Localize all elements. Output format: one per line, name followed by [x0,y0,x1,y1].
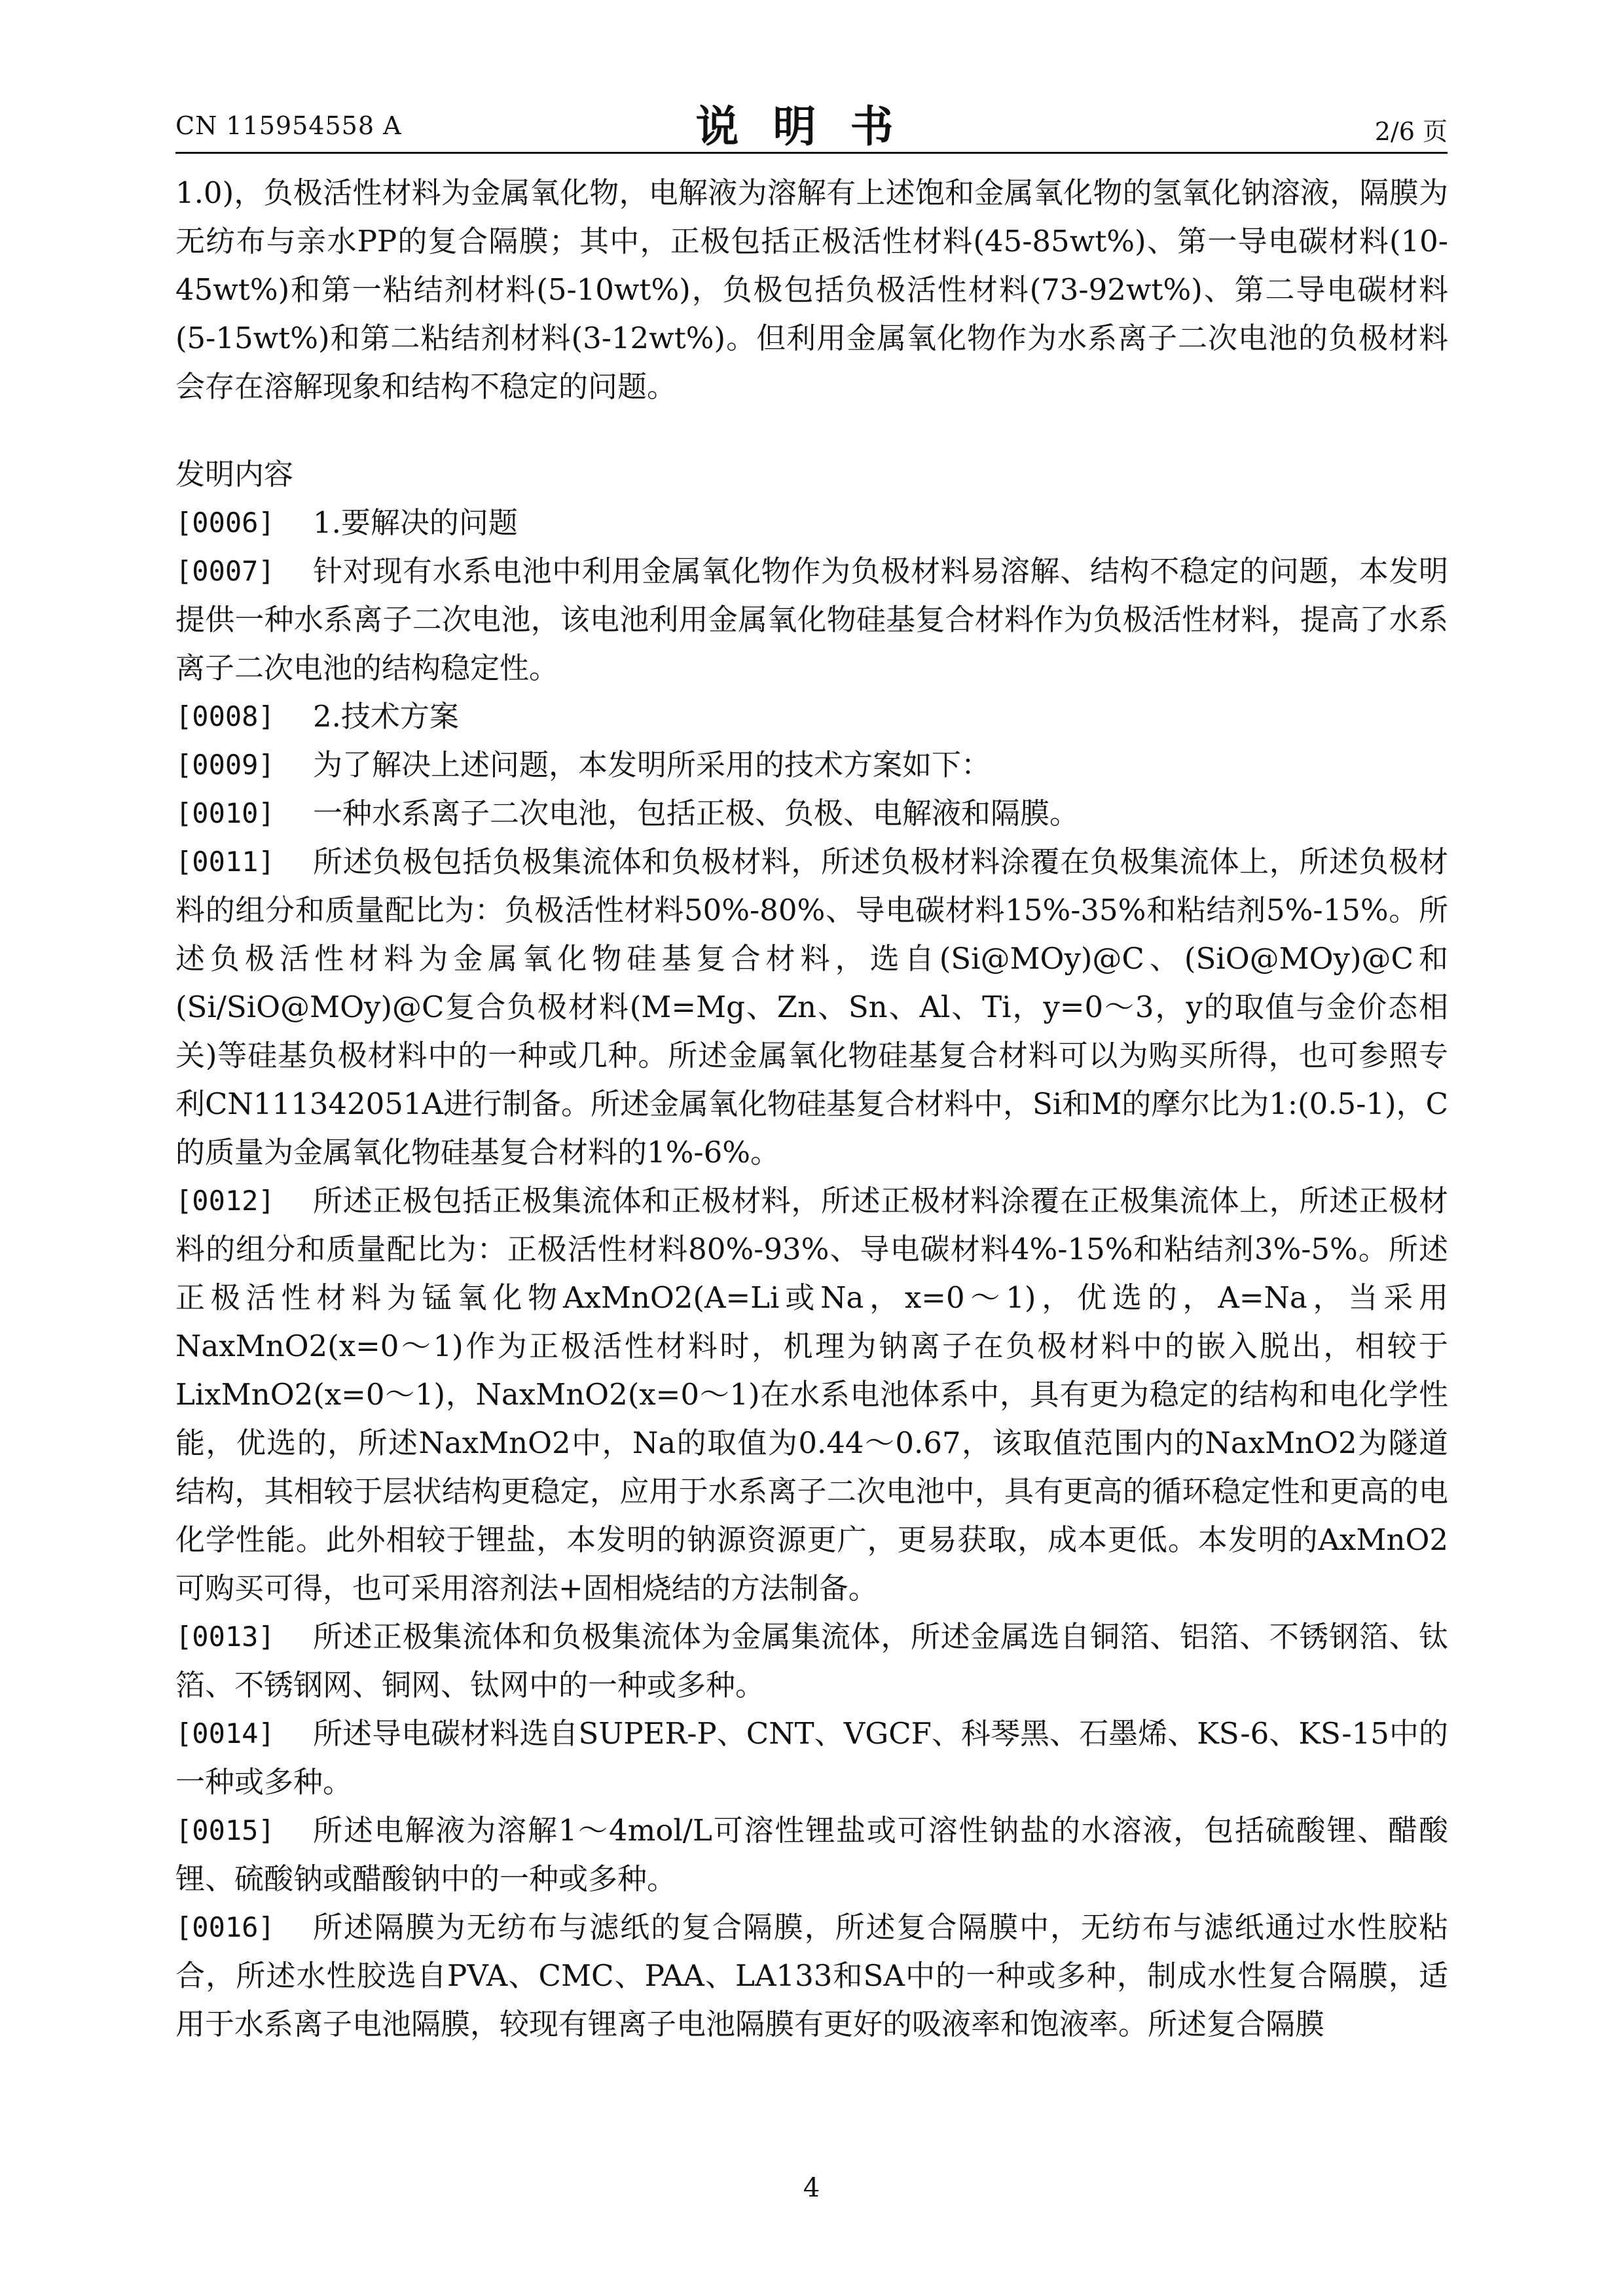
paragraph-number: [0010] [175,797,275,829]
paragraph-0015 [175,1806,1448,1903]
page-number: 4 [803,2173,820,2203]
paragraph-text: 所述隔膜为无纺布与滤纸的复合隔膜，所述复合隔膜中，无纺布与滤纸通过水性胶粘合，所述水性胶选自PVA、CMC、PAA、LA133和SA中的一种或多种，制成水性复合隔膜，适用于水系离子电池隔膜，较现有锂离子电池隔膜有更好的吸液率和饱液率。所述复合隔膜 [175,1910,1448,2041]
paragraph-0009 [175,741,1448,789]
paragraph-0006 [175,499,1448,547]
paragraph-number: [0011] [175,846,275,878]
paragraph-number: [0015] [175,1814,275,1846]
paragraph-number: [0014] [175,1717,275,1749]
header-divider [175,152,1448,154]
paragraph-text: 为了解决上述问题，本发明所采用的技术方案如下： [313,747,991,782]
paragraph-number: [0016] [175,1911,275,1943]
paragraph-text: 所述正极包括正极集流体和正极材料，所述正极材料涂覆在正极集流体上，所述正极材料的组分和质量配比为：正极活性材料80%-93%、导电碳材料4%-15%和粘结剂3%-5%。所述正极活性材料为锰氧化物AxMnO2(A=Li或Na，x=0～1)，优选的，A=Na，当采用NaxMnO2(x=0～1)作为正极活性材料时，机理为钠离子在负极材料中的嵌入脱出，相较于LixMnO2(x=0～1)，NaxMnO2(x=0～1)在水系电池体系中，具有更为稳定的结构和电化学性能，优选的，所述NaxMnO2中，Na的取值为0.44～0.67，该取值范围内的NaxMnO2为隧道结构，其相较于层状结构更稳定，应用于水系离子二次电池中，具有更高的循环稳定性和更高的电化学性能。此外相较于锂盐，本发明的钠源资源更广，更易获取，成本更低。本发明的AxMnO2可购买可得，也可采用溶剂法+固相烧结的方法制备。 [175,1183,1448,1605]
document-number: CN 115954558 A [175,111,402,140]
paragraph-0012 [175,1177,1448,1613]
paragraph-number: [0013] [175,1621,275,1653]
paragraph-0016 [175,1903,1448,2049]
paragraph-number: [0009] [175,749,275,781]
document-body [175,169,1448,2049]
paragraph-number: [0006] [175,507,275,539]
paragraph-text: 1.要解决的问题 [313,505,518,540]
page-indicator: 2/6 页 [1374,117,1448,146]
paragraph-number: [0007] [175,555,275,587]
paragraph-text: 2.技术方案 [313,699,459,734]
paragraph-text: 所述导电碳材料选自SUPER-P、CNT、VGCF、科琴黑、石墨烯、KS-6、KS-15中的一种或多种。 [175,1716,1448,1799]
paragraph-0013 [175,1613,1448,1710]
paragraph-text: 所述负极包括负极集流体和负极材料，所述负极材料涂覆在负极集流体上，所述负极材料的组分和质量配比为：负极活性材料50%-80%、导电碳材料15%-35%和粘结剂5%-15%。所述负极活性材料为金属氧化物硅基复合材料，选自(Si@MOy)@C、(SiO@MOy)@C和(Si/SiO@MOy)@C复合负极材料(M=Mg、Zn、Sn、Al、Ti，y=0～3，y的取值与金价态相关)等硅基负极材料中的一种或几种。所述金属氧化物硅基复合材料可以为购买所得，也可参照专利CN111342051A进行制备。所述金属氧化物硅基复合材料中，Si和M的摩尔比为1:(0.5-1)，C的质量为金属氧化物硅基复合材料的1%-6%。 [175,844,1449,1170]
paragraph-text: 所述正极集流体和负极集流体为金属集流体，所述金属选自铜箔、铝箔、不锈钢箔、钛箔、不锈钢网、铜网、钛网中的一种或多种。 [175,1619,1448,1702]
intro-paragraph: 1.0)，负极活性材料为金属氧化物，电解液为溶解有上述饱和金属氧化物的氢氧化钠溶液，隔膜为无纺布与亲水PP的复合隔膜；其中，正极包括正极活性材料(45-85wt%)、第一导电碳材料(10-45wt%)和第一粘结剂材料(5-10wt%)，负极包括负极活性材料(73-92wt%)、第二导电碳材料(5-15wt%)和第二粘结剂材料(3-12wt%)。但利用金属氧化物作为水系离子二次电池的负极材料会存在溶解现象和结构不稳定的问题。 [175,175,1448,404]
paragraph-text: 一种水系离子二次电池，包括正极、负极、电解液和隔膜。 [313,796,1080,831]
section-title: 发明内容 [175,457,294,492]
paragraph-text: 所述电解液为溶解1～4mol/L可溶性锂盐或可溶性钠盐的水溶液，包括硫酸锂、醋酸锂、硫酸钠或醋酸钠中的一种或多种。 [175,1813,1448,1896]
paragraph-0011 [175,838,1448,1177]
paragraph-0014 [175,1710,1448,1806]
paragraph-number: [0008] [175,700,275,732]
paragraph-number: [0012] [175,1185,275,1217]
paragraph-0008 [175,692,1448,741]
paragraph-0007 [175,547,1448,692]
document-title: 说明书 [695,101,928,152]
paragraph-text: 针对现有水系电池中利用金属氧化物作为负极材料易溶解、结构不稳定的问题，本发明提供一种水系离子二次电池，该电池利用金属氧化物硅基复合材料作为负极活性材料，提高了水系离子二次电池的结构稳定性。 [175,554,1448,685]
paragraph-0010 [175,789,1448,838]
